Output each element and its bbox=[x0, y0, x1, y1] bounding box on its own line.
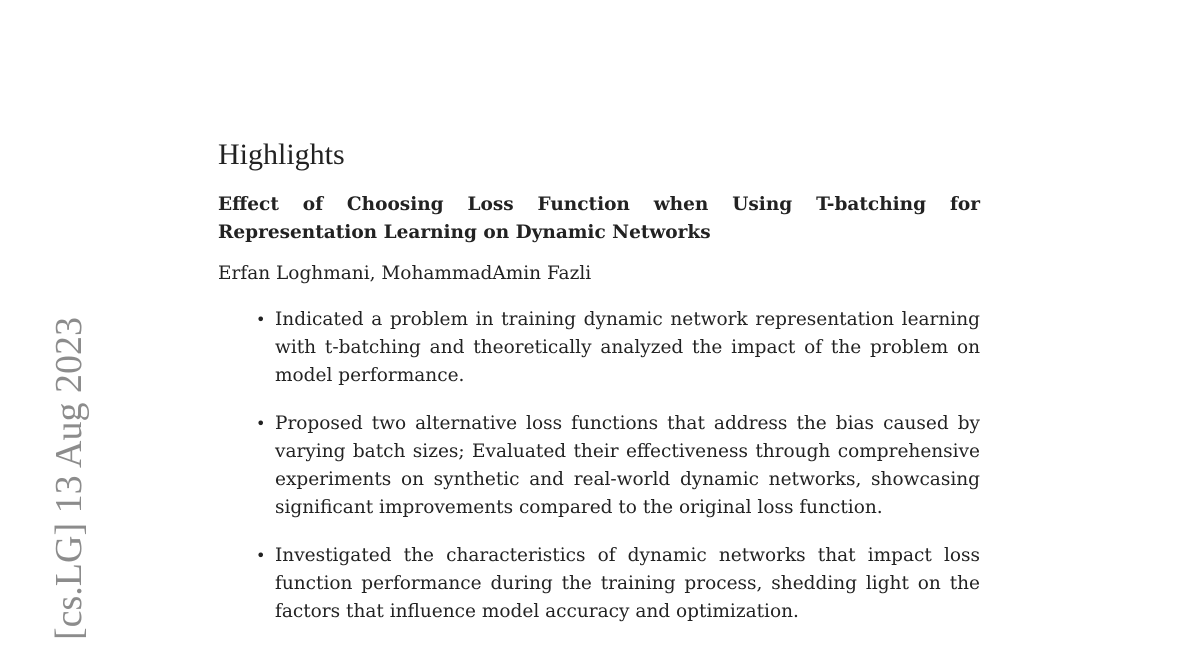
highlight-item bbox=[218, 410, 980, 522]
section-heading: Highlights bbox=[218, 138, 345, 171]
highlight-text: Proposed two alternative loss functions that address the bias caused by varying batch sizes; Evaluated their effectiveness through comprehensive experiments on synthetic and real-world dynamic networks, showcasing significant improvements compared to the original loss function. bbox=[275, 413, 980, 518]
author-list: Erfan Loghmani, MohammadAmin Fazli bbox=[218, 263, 592, 284]
bullet-icon: • bbox=[256, 310, 266, 329]
highlight-item bbox=[218, 542, 980, 626]
arxiv-sidebar bbox=[0, 0, 120, 648]
highlight-text: Indicated a problem in training dynamic network representation learning with t-batching and theoretically analyzed the impact of the problem on model performance. bbox=[275, 309, 980, 386]
highlights-section bbox=[218, 135, 980, 646]
highlight-item bbox=[218, 306, 980, 390]
bullet-icon: • bbox=[256, 414, 266, 433]
arxiv-stamp: [cs.LG] 13 Aug 2023 bbox=[48, 317, 90, 640]
bullet-icon: • bbox=[256, 546, 266, 565]
highlight-text: Investigated the characteristics of dynamic networks that impact loss function performance during the training process, shedding light on the factors that influence model accuracy and optimization. bbox=[275, 545, 980, 622]
highlights-list bbox=[218, 306, 980, 626]
paper-title: Effect of Choosing Loss Function when Using T-batching for Representation Learning on Dynamic Networks bbox=[218, 194, 980, 243]
